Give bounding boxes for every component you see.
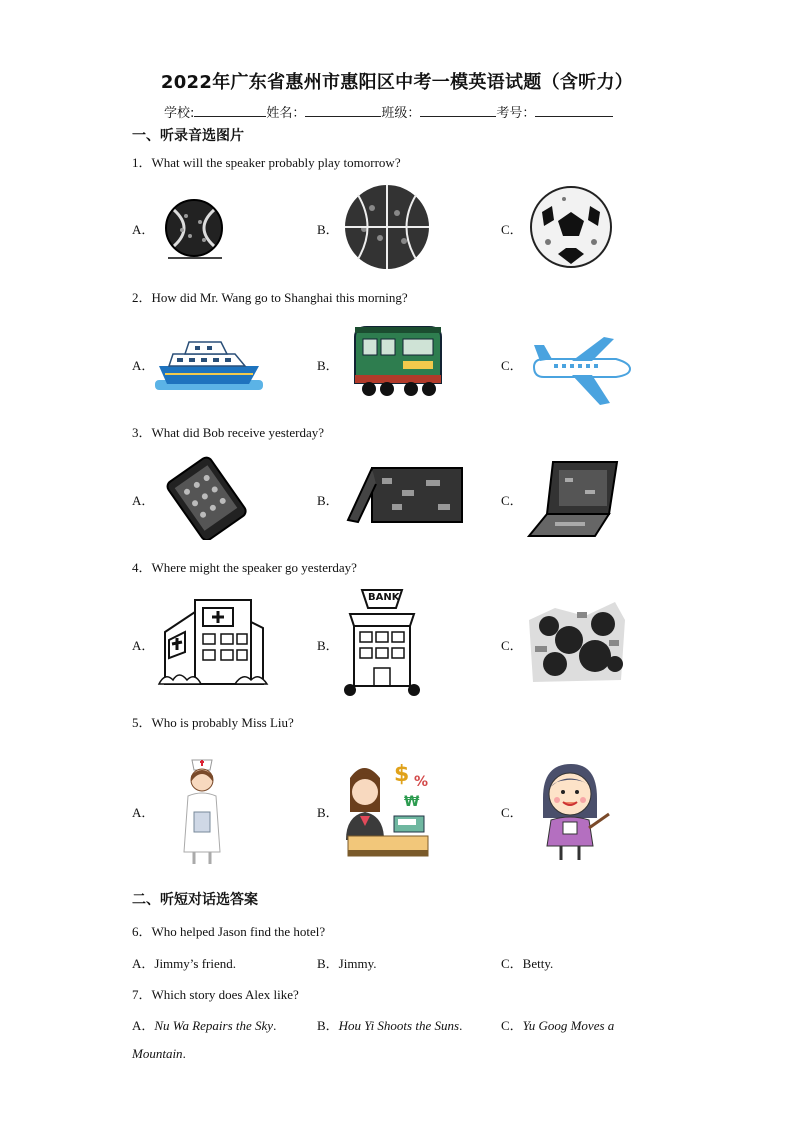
- bank-sign-text: BANK: [368, 592, 400, 603]
- school-label: 学校:: [164, 106, 195, 121]
- name-blank[interactable]: [305, 102, 381, 117]
- bank-clerk-icon: [346, 760, 430, 860]
- q7-c-title-cont: Mountain: [132, 1046, 183, 1061]
- soccer-ball-icon: [528, 184, 614, 270]
- q7-a-title: Nu Wa Repairs the Sky: [154, 1018, 274, 1033]
- phone-icon: [156, 456, 256, 540]
- tablet-icon: [342, 460, 466, 530]
- won-symbol: ₩: [404, 794, 420, 810]
- dollar-symbol: $: [394, 762, 410, 787]
- q5-option-b[interactable]: B．: [317, 805, 339, 820]
- q3-option-b[interactable]: B．: [317, 493, 339, 508]
- question-6: 6．Who helped Jason find the hotel?: [132, 924, 326, 939]
- laptop-icon: [525, 458, 621, 540]
- class-blank[interactable]: [420, 102, 496, 117]
- q5-option-c[interactable]: C．: [501, 805, 523, 820]
- train-icon: [351, 323, 445, 399]
- q3-option-a[interactable]: A．: [132, 493, 155, 508]
- q4-option-c[interactable]: C．: [501, 638, 523, 653]
- school-blank[interactable]: [194, 102, 266, 117]
- q3-option-c[interactable]: C．: [501, 493, 523, 508]
- q4-option-b[interactable]: B．: [317, 638, 339, 653]
- section1-heading: 一、听录音选图片: [132, 128, 244, 144]
- page-title: 2022年广东省惠州市惠阳区中考一模英语试题（含听力）: [160, 72, 634, 93]
- basketball-icon: [342, 183, 432, 271]
- q7-option-c-continued: [132, 1046, 186, 1062]
- q7-b-title: Hou Yi Shoots the Suns: [338, 1018, 460, 1033]
- q1-option-b[interactable]: B．: [317, 222, 339, 237]
- q7-c-prefix: C．: [501, 1018, 523, 1033]
- q7-c-dot: .: [182, 1046, 186, 1061]
- question-1: 1．What will the speaker probably play tomorrow?: [132, 155, 401, 170]
- nurse-icon: [178, 754, 226, 866]
- student-info-line: [164, 102, 613, 121]
- q7-option-b[interactable]: [317, 1015, 462, 1034]
- question-4: 4．Where might the speaker go yesterday?: [132, 560, 357, 575]
- q5-option-a[interactable]: A．: [132, 805, 155, 820]
- hospital-icon: [155, 592, 269, 690]
- question-3: 3．What did Bob receive yesterday?: [132, 425, 325, 440]
- q6-option-a[interactable]: A．Jimmy’s friend.: [132, 956, 236, 971]
- q2-option-a[interactable]: A．: [132, 358, 155, 373]
- q7-a-dot: .: [273, 1018, 277, 1033]
- q7-b-dot: .: [459, 1018, 463, 1033]
- park-icon: [525, 590, 629, 690]
- question-7: 7．Which story does Alex like?: [132, 987, 299, 1002]
- q6-option-b[interactable]: B．Jimmy.: [317, 956, 377, 971]
- q6-option-c[interactable]: C．Betty.: [501, 956, 554, 971]
- q2-option-c[interactable]: C．: [501, 358, 523, 373]
- exam-no-blank[interactable]: [535, 102, 613, 117]
- ship-icon: [155, 336, 263, 392]
- q1-option-c[interactable]: C．: [501, 222, 523, 237]
- section2-heading: 二、听短对话选答案: [132, 892, 258, 908]
- teacher-icon: [537, 758, 615, 864]
- q7-c-title: Yu Goog Moves a: [522, 1018, 615, 1033]
- q7-a-prefix: A．: [132, 1018, 155, 1033]
- bank-icon: [340, 586, 424, 700]
- question-2: 2．How did Mr. Wang go to Shanghai this morning?: [132, 290, 408, 305]
- q7-option-a[interactable]: [132, 1015, 276, 1034]
- question-5: 5．Who is probably Miss Liu?: [132, 715, 294, 730]
- q7-option-c[interactable]: [501, 1015, 614, 1034]
- exam-no-label: 考号：: [496, 106, 536, 121]
- airplane-icon: [530, 333, 632, 409]
- tennis-ball-icon: [160, 196, 230, 262]
- name-label: 姓名：: [266, 106, 306, 121]
- percent-symbol: %: [414, 774, 429, 790]
- class-label: 班级：: [381, 106, 421, 121]
- q4-option-a[interactable]: A．: [132, 638, 155, 653]
- q7-b-prefix: B．: [317, 1018, 339, 1033]
- q2-option-b[interactable]: B．: [317, 358, 339, 373]
- q1-option-a[interactable]: A．: [132, 222, 155, 237]
